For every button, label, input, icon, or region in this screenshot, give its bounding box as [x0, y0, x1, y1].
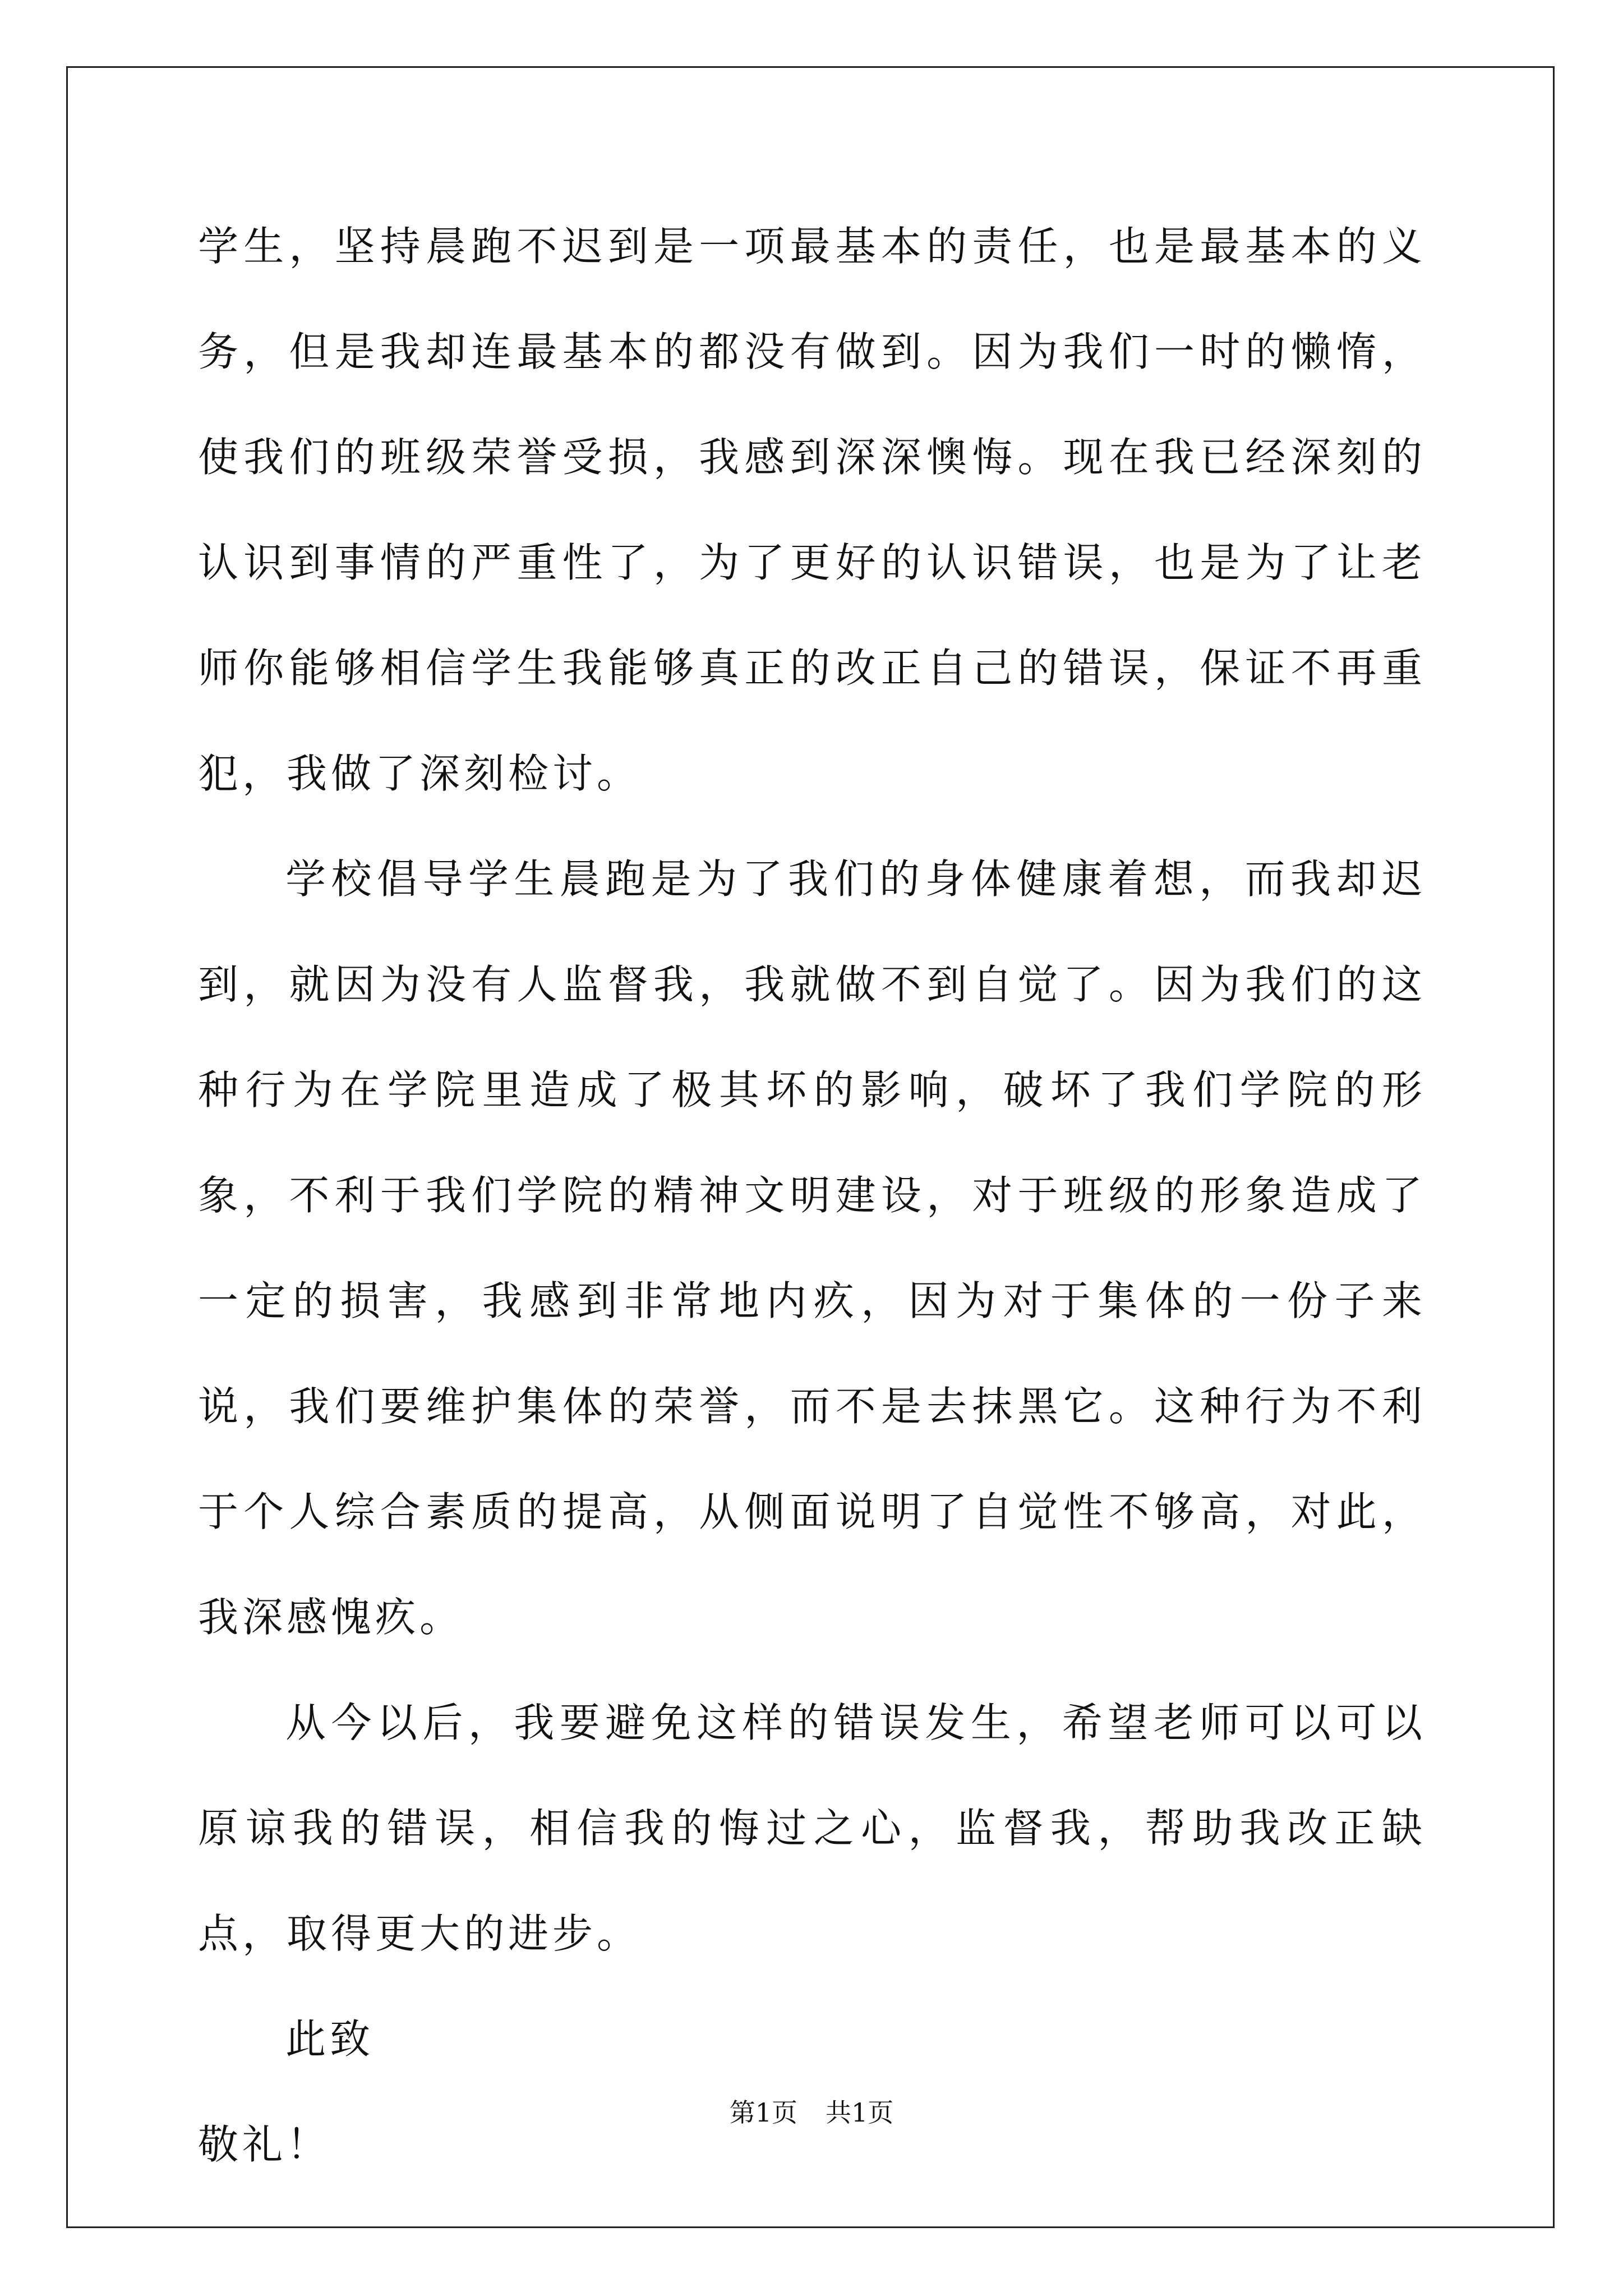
- page-total: 共1页: [826, 2097, 894, 2128]
- paragraph-3: 从今以后，我要避免这样的错误发生，希望老师可以可以原谅我的错误，相信我的悔过之心，监督我，帮助我改正缺点，取得更大的进步。: [198, 1699, 1426, 1957]
- letter-greeting: 此致: [285, 2016, 375, 2063]
- letter-closing: 敬礼！: [198, 2121, 331, 2168]
- document-body: [198, 194, 1426, 2197]
- page-footer: [0, 2092, 1623, 2129]
- paragraph-2: 学校倡导学生晨跑是为了我们的身体健康着想，而我却迟到，就因为没有人监督我，我就做不到自觉了。因为我们的这种行为在学院里造成了极其坏的影响，破坏了我们学院的形象，不利于我们学院的精神文明建设，对于班级的形象造成了一定的损害，我感到非常地内疚，因为对于集体的一份子来说，我们要维护集体的荣誉，而不是去抹黑它。这种行为不利于个人综合素质的提高，从侧面说明了自觉性不够高，对此，我深感愧疚。: [198, 855, 1426, 1641]
- paragraph-1: 学生，坚持晨跑不迟到是一项最基本的责任，也是最基本的义务，但是我却连最基本的都没有做到。因为我们一时的懒惰，使我们的班级荣誉受损，我感到深深懊悔。现在我已经深刻的认识到事情的严重性了，为了更好的认识错误，也是为了让老师你能够相信学生我能够真正的改正自己的错误，保证不再重犯，我做了深刻检讨。: [198, 223, 1426, 797]
- page-number: 第1页: [729, 2097, 797, 2128]
